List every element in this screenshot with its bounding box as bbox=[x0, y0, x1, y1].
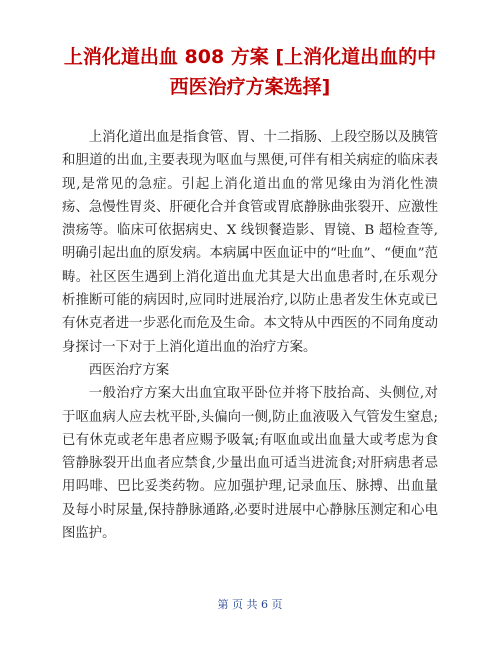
document-title: 上消化道出血 808 方案 [上消化道出血的中西医治疗方案选择] bbox=[63, 46, 437, 98]
intro-paragraph: 上消化道出血是指食管、胃、十二指肠、上段空肠以及胰管和胆道的出血,主要表现为呕血与黑便,可伴有相关病症的临床表现,是常见的急症。引起上消化道出血的常见缘由为消化性溃疡、急慢性胃炎、肝硬化合并食管或胃底静脉曲张裂开、应激性溃疡等。临床可依据病史、X 线钡餐造影、胃镜、B 超检查等,明确引起出血的原发病。本病属中医血证中的“吐血”、“便血”范畴。社区医生遇到上消化道出血尤其是大出血患者时,在乐观分析推断可能的病因时,应同时进展治疗,以防止患者发生休克或已有休克者进一步恶化而危及生命。本文特从中西医的不同角度动身探讨一下对于上消化道出血的治疗方案。 bbox=[62, 130, 438, 355]
general-treatment-paragraph: 一般治疗方案大出血宜取平卧位并将下肢抬高、头侧位,对于呕血病人应去枕平卧,头偏向一侧,防止血液吸入气管发生窒息;已有休克或老年患者应赐予吸氧;有呕血或出血量大或考虑为食管静脉裂开出血者应禁食,少量出血可适当进流食;对肝病患者忌用吗啡、巴比妥类药物。应加强护理,记录血压、脉搏、出血量及每小时尿量,保持静脉通路,必要时进展中心静脉压测定和心电图监护。 bbox=[62, 386, 438, 542]
document-body bbox=[62, 126, 438, 545]
page-footer: 第 页 共 6 页 bbox=[217, 598, 283, 611]
section-heading-western-treatment: 西医治疗方案 bbox=[88, 362, 170, 378]
